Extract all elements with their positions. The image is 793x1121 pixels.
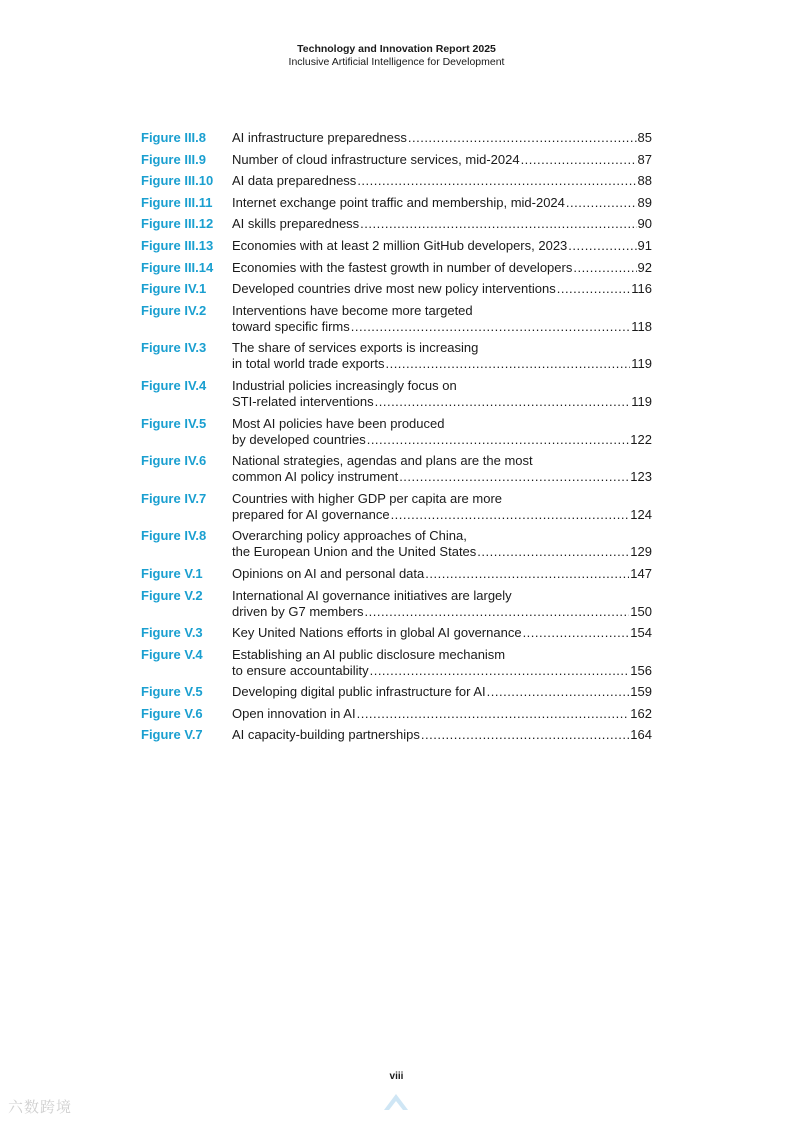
dot-leader [568,238,636,254]
report-title: Technology and Innovation Report 2025 [297,43,496,55]
dot-leader [566,195,637,211]
page-ref[interactable]: 156 [630,662,652,678]
page-ref[interactable]: 164 [630,727,652,743]
toc-entry[interactable] [141,588,652,620]
figure-title-line: Industrial policies increasingly focus on [232,377,457,393]
figure-title-line: AI capacity-building partnerships [232,727,420,743]
entry-body [232,195,652,211]
watermark: 六数跨境 [8,1099,73,1116]
figure-label[interactable]: Figure V.7 [141,727,203,743]
toc-entry[interactable] [141,566,652,582]
toc-entry[interactable] [141,528,652,560]
toc-entry[interactable] [141,706,652,722]
list-of-figures [141,130,652,743]
entry-body [232,281,652,297]
figure-title-line: by developed countries [232,431,366,447]
entry-body [232,625,652,641]
figure-title-line: Internet exchange point traffic and membership, mid-2024 [232,194,565,210]
entry-body [232,416,652,448]
entry-body [232,303,652,335]
dot-leader [521,152,637,168]
toc-entry[interactable] [141,173,652,189]
dot-leader [557,281,631,297]
figure-label[interactable]: Figure IV.1 [141,281,207,297]
toc-entry[interactable] [141,378,652,410]
toc-entry[interactable] [141,260,652,276]
dot-leader [357,173,636,189]
dot-leader [375,394,631,410]
toc-entry[interactable] [141,491,652,523]
page-ref[interactable]: 116 [631,281,652,297]
figure-title-last-line [232,663,652,679]
figure-title-line: Establishing an AI public disclosure mechanism [232,646,506,662]
dot-leader [370,663,630,679]
entry-body [232,684,652,700]
figure-label[interactable]: Figure IV.2 [141,302,207,318]
toc-entry[interactable] [141,195,652,211]
figure-label[interactable]: Figure IV.7 [141,490,207,506]
dot-leader [477,544,629,560]
figure-title-line: AI infrastructure preparedness [232,130,407,145]
page-ref[interactable]: 124 [630,506,652,522]
figure-title-line: Economies with the fastest growth in number of developers [232,259,573,275]
figure-label[interactable]: Figure III.10 [141,173,214,189]
figure-title-line: International AI governance initiatives are largely [232,587,512,603]
dot-leader [523,625,630,641]
page-ref[interactable]: 154 [630,625,652,641]
page-ref[interactable]: 122 [630,431,652,447]
dot-leader [351,319,631,335]
dot-leader [357,706,630,722]
figure-title-line: National strategies, agendas and plans are the most [232,453,533,469]
figure-label[interactable]: Figure III.9 [141,151,207,167]
figure-title-line: Number of cloud infrastructure services, mid-2024 [232,151,520,167]
page-ref[interactable]: 123 [630,469,652,485]
toc-entry[interactable] [141,216,652,232]
entry-body [232,491,652,523]
entry-body [232,173,652,189]
page-ref[interactable]: 147 [630,565,652,581]
toc-entry[interactable] [141,416,652,448]
figure-title-last-line [232,566,652,582]
figure-title-last-line [232,195,652,211]
toc-entry[interactable] [141,453,652,485]
figure-title-last-line [232,394,652,410]
figure-title-last-line [232,238,652,254]
toc-entry[interactable] [141,647,652,679]
entry-body [232,260,652,276]
figure-label[interactable]: Figure V.6 [141,705,203,721]
dot-leader [408,130,637,146]
entry-body [232,727,652,743]
dot-leader [385,356,630,372]
figure-label[interactable]: Figure IV.8 [141,528,207,544]
page-ref[interactable]: 118 [631,318,652,334]
figure-title-last-line [232,356,652,372]
figure-label[interactable]: Figure IV.3 [141,340,207,356]
figure-title-line: in total world trade exports [232,356,385,372]
figure-title-last-line [232,432,652,448]
page-ref[interactable]: 159 [630,684,652,700]
figure-label[interactable]: Figure III.13 [141,237,214,253]
figure-title-line: AI data preparedness [232,173,357,189]
dot-leader [399,469,629,485]
page-ref[interactable]: 89 [637,194,652,210]
page-header [0,43,793,69]
entry-body [232,216,652,232]
figure-label[interactable]: Figure V.4 [141,646,203,662]
figure-label[interactable]: Figure IV.5 [141,415,207,431]
figure-label[interactable]: Figure III.11 [141,194,213,210]
figure-title-last-line [232,727,652,743]
figure-title-line: prepared for AI governance [232,506,390,522]
figure-title-line: common AI policy instrument [232,469,399,485]
page-ref[interactable]: 90 [637,216,652,232]
entry-body [232,378,652,410]
figure-title-last-line [232,507,652,523]
dot-leader [360,216,636,232]
entry-body [232,152,652,168]
figure-title-last-line [232,469,652,485]
page-ref[interactable]: 162 [630,705,652,721]
page-ref[interactable]: 129 [630,544,652,560]
up-arrow-icon [383,1089,409,1113]
figure-title-line: Countries with higher GDP per capita are more [232,490,502,506]
figure-title-line: driven by G7 members [232,603,364,619]
figure-title-line: Interventions have become more targeted [232,302,473,318]
entry-body [232,647,652,679]
figure-label[interactable]: Figure IV.6 [141,453,207,469]
figure-title-line: to ensure accountability [232,662,369,678]
entry-body [232,453,652,485]
figure-title-last-line [232,625,652,641]
entry-body [232,588,652,620]
figure-title-last-line [232,216,652,232]
entry-body [232,566,652,582]
toc-entry[interactable] [141,152,652,168]
figure-label[interactable]: Figure V.1 [141,565,203,581]
page-ref[interactable]: 119 [631,393,652,409]
figure-label[interactable]: Figure III.14 [141,259,214,275]
entry-body [232,528,652,560]
figure-title-line: Key United Nations efforts in global AI governance [232,625,522,641]
figure-title-line: STI-related interventions [232,393,374,409]
figure-label[interactable]: Figure V.5 [141,684,203,700]
page-ref[interactable]: 119 [631,356,652,372]
toc-entry[interactable] [141,130,652,146]
toc-entry[interactable] [141,238,652,254]
figure-title-last-line [232,604,652,620]
entry-body [232,706,652,722]
page-number: viii [389,1071,404,1082]
figure-title-line: Developing digital public infrastructure for AI [232,684,486,700]
toc-entry[interactable] [141,625,652,641]
figure-title-last-line [232,684,652,700]
figure-title-line: Developed countries drive most new policy interventions [232,281,556,297]
figure-title-line: toward specific firms [232,318,350,334]
page-ref[interactable]: 92 [637,259,652,275]
dot-leader [487,684,630,700]
dot-leader [421,727,629,743]
entry-body [232,130,652,146]
page-ref[interactable]: 85 [637,130,652,145]
figure-title-line: Overarching policy approaches of China, [232,528,467,544]
page-ref[interactable]: 88 [637,173,652,189]
toc-entry[interactable] [141,281,652,297]
figure-title-line: Economies with at least 2 million GitHub developers, 2023 [232,237,568,253]
figure-label[interactable]: Figure V.3 [141,625,203,641]
figure-title-line: Most AI policies have been produced [232,415,445,431]
figure-title-line: AI skills preparedness [232,216,360,232]
report-subtitle: Inclusive Artificial Intelligence for Development [288,56,505,68]
figure-title-last-line [232,706,652,722]
figure-label[interactable]: Figure III.12 [141,216,214,232]
dot-leader [391,507,630,523]
toc-entry[interactable] [141,727,652,743]
entry-body [232,340,652,372]
figure-title-last-line [232,260,652,276]
entry-body [232,238,652,254]
page-ref[interactable]: 150 [630,603,652,619]
dot-leader [573,260,636,276]
scroll-to-top-button[interactable] [383,1089,409,1118]
page-ref[interactable]: 91 [637,237,652,253]
figure-label[interactable]: Figure IV.4 [141,377,207,393]
figure-title-last-line [232,319,652,335]
figure-label[interactable]: Figure V.2 [141,587,203,603]
figure-title-last-line [232,281,652,297]
page-ref[interactable]: 87 [637,151,652,167]
dot-leader [367,432,630,448]
toc-entry[interactable] [141,684,652,700]
figure-label[interactable]: Figure III.8 [141,130,207,145]
dot-leader [425,566,629,582]
figure-title-last-line [232,152,652,168]
toc-entry[interactable] [141,303,652,335]
figure-title-last-line [232,544,652,560]
toc-entry[interactable] [141,340,652,372]
figure-title-line: the European Union and the United States [232,544,477,560]
dot-leader [365,604,630,620]
figure-title-line: The share of services exports is increasing [232,340,479,356]
figure-title-line: Open innovation in AI [232,705,356,721]
figure-title-last-line [232,130,652,146]
figure-title-last-line [232,173,652,189]
figure-title-line: Opinions on AI and personal data [232,565,425,581]
